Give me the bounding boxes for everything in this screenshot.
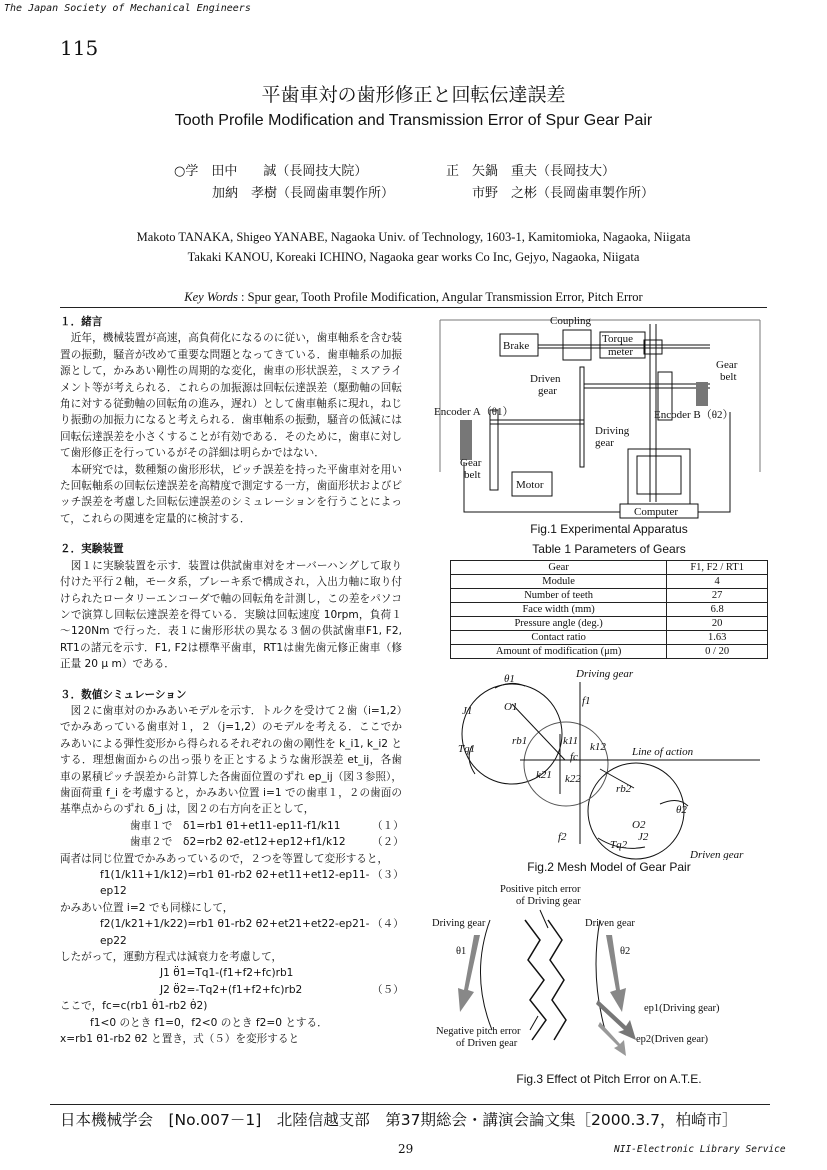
table1-caption: Table 1 Parameters of Gears [532,542,686,556]
equation-1 [60,818,402,834]
keywords-text: : Spur gear, Tooth Profile Modification, Angular Transmission Error, Pitch Error [237,290,643,304]
encoder-b-block [696,382,708,406]
label-k21: k21 [536,769,552,781]
fig1-apparatus-diagram [430,312,770,524]
label-positive-1: Positive pitch error [500,884,581,895]
fig3-caption: Fig.3 Effect ot Pitch Error on A.T.E. [516,1072,702,1086]
label-gear-belt-left-2: belt [464,469,481,481]
equation-3-body: f1(1/k11+1/k12)=rb1 θ1-rb2 θ2+et11+et12-ep11- ep12 [100,869,370,898]
table-cell: 6.8 [667,603,768,617]
label-f1: f1 [582,695,591,707]
fig3-pitch-error-diagram [430,880,770,1070]
table-row [451,617,768,631]
label-rb2: rb2 [616,783,632,795]
section-1-para-1: 近年，機械装置が高速，高負荷化になるのに従い，歯車軸系を含む装置の振動，騒音が改めて重要な問題となってきている．歯車軸系の加振源として，かみあい剛性の周期的な変化，歯車の形状誤差，ミスアライメント等が考えられる．これらの加振源は回転伝達誤差（駆動軸の回転角に対する従動軸の回転角の進み，遅れ）として歯車軸系に現れ，ねじり振動の加振力になると考えられる．歯車軸系の振動，騒音の低減には回転伝達誤差を小さくすることが有効である．そのために，歯車に対して歯形修正を行っているがその詳細は明らかではない． [60,332,402,460]
section-1-title: １．緒言 [60,316,103,328]
equation-4-number: （４） [372,918,404,931]
label-J1: J1 [462,705,473,717]
label-J2: J2 [638,831,649,843]
section-3-para-2: 両者は同じ位置でかみあっているので，２つを等置して変形すると， [60,852,389,865]
label-gear-belt-right-2: belt [720,371,737,383]
label-torque: Torque [602,333,633,345]
equation-2 [60,834,402,850]
label-theta2: θ2 [676,804,687,816]
label-Tq2: Tq2 [610,839,628,851]
section-3-para-3: かみあい位置 i=2 でも同様にして， [60,901,234,914]
label-driving-2: gear [595,437,614,449]
label-negative-2: of Driven gear [456,1038,518,1049]
table-cell: Face width (mm) [451,603,667,617]
driven-gear-arc [596,920,605,1030]
label-line-of-action: Line of action [632,746,694,758]
table-cell: 27 [667,589,768,603]
keywords-label: Key Words [184,290,238,304]
section-3-para-5: ここで，fc=c(rb1 θ̇1-rb2 θ̇2) [60,1000,208,1013]
nii-credit: NII-Electronic Library Service [614,1144,786,1155]
affiliation-line-1: Makoto TANAKA, Shigeo YANABE, Nagaoka Univ. of Technology, 1603-1, Kamitomioka, Nagaoka, Niigata [136,230,691,244]
label-driving-gear: Driving gear [576,668,634,680]
table-cell: 20 [667,617,768,631]
label-Tq1: Tq1 [458,743,476,755]
equation-4-body: f2(1/k21+1/k22)=rb1 θ1-rb2 θ2+et21+et22-ep21- ep22 [100,918,370,947]
label-gear-belt-left-1: Gear [460,457,482,469]
section-3-para-4: したがって，運動方程式は減衰力を考慮して， [60,951,283,964]
table-cell: Contact ratio [451,631,667,645]
table-cell: 4 [667,575,768,589]
label-coupling: Coupling [550,315,591,327]
label-driven-gear: Driven gear [690,849,744,860]
label-f2: f2 [558,831,567,843]
label-fig3-driving: Driving gear [432,918,486,929]
author-2: 正 矢鍋 重夫（長岡技大） [446,164,616,179]
table-row [451,575,768,589]
body-left-column [60,314,402,1047]
driving-gear-arc [480,920,492,1030]
society-header: The Japan Society of Mechanical Engineers [4,3,251,14]
equation-5b-body: J2 θ̈2=-Tq2+(f1+f2+fc)rb2 [160,983,303,996]
section-3-para-1: 図２に歯車対のかみあいモデルを示す．トルクを受けて２歯（i=1,2）でかみあっている歯車対１，２（j=1,2）のモデルを考える．ここでかみあいによる弾性変形から得られるそれぞれの歯の剛性を k_i1, k_i2 とする．理想歯面からの出っ張りを正とするような歯形誤差 et_ij，各歯車の累積ピッチ誤差から計算した各歯面位置のずれ ep_ij（図３参照），歯面荷重 f_i を考慮すると，かみあい位置 i=1 での歯車１，２の歯面の基準点からのずれ δ_j は，図２の右方向を正として， [60,704,402,816]
label-fig3-driven: Driven gear [585,918,635,929]
equation-5-number: （５） [372,983,404,996]
equation-5a [60,965,402,981]
paper-number: 115 [60,36,99,60]
fig2-mesh-model-diagram [450,664,770,860]
label-fig3-theta2: θ2 [620,946,631,957]
table-cell: Module [451,575,667,589]
label-driven-2: gear [538,385,557,397]
equation-3-number: （３） [372,869,404,881]
affiliation-line-2: Takaki KANOU, Koreaki ICHINO, Nagaoka gear works Co Inc, Gejyo, Nagaoka, Niigata [187,250,640,264]
keywords [0,290,827,305]
equation-5b [60,982,402,998]
label-O2: O2 [632,819,646,831]
label-computer: Computer [634,506,678,518]
label-ep1: ep1(Driving gear) [644,1003,720,1014]
section-3-para-7: x=rb1 θ1-rb2 θ2 と置き，式（５）を変形すると [60,1033,300,1046]
section-2-title: ２．実験装置 [60,543,124,556]
table-cell: 1.63 [667,631,768,645]
title-english: Tooth Profile Modification and Transmission Error of Spur Gear Pair [174,112,653,129]
title-japanese: 平歯車対の歯形修正と回転伝達誤差 [261,84,566,106]
footer-proceedings: 日本機械学会 [No.007－1] 北陸信越支部 第37期総会・講演会論文集［2000.3.7，柏崎市］ [60,1111,738,1129]
table-row [451,589,768,603]
section-3-para-6: f1<0 のとき f1=0，f2<0 のとき f2=0 とする． [90,1016,328,1029]
label-meter: meter [608,346,634,358]
author-3: 加納 孝樹（長岡歯車製作所） [212,186,395,201]
label-motor: Motor [516,479,544,491]
label-O1: O1 [504,701,518,713]
driven-gear-circle [588,763,684,859]
encoder-a-block [460,420,472,460]
equation-1-body: 歯車１で δ1=rb1 θ1+et11-ep11-f1/k11 [130,819,341,832]
label-theta1: θ1 [504,673,515,685]
table-cell: Number of teeth [451,589,667,603]
label-encoder-a: Encoder A（θ1） [434,406,514,418]
label-k12: k12 [590,741,606,753]
equation-2-body: 歯車２で δ2=rb2 θ2-et12+ep12+f1/k12 [130,836,346,849]
label-k22: k22 [565,773,581,785]
section-2-para: 図１に実験装置を示す．装置は供試歯車対をオーバーハングして取り付けた平行２軸，モータ系，ブレーキ系で構成され，入出力軸に取り付けられたロータリーエンコーダで軸の回転角を計測し，この差をパソコンで演算し回転伝達誤差を得ている．実験は回転速度 10rpm，負荷１～120Nm で行った．表１に歯形形状の異なる３個の供試歯車F1, F2, RT1の諸元を示す．F1, F2は標準平歯車，RT1は歯先歯元修正歯車（修正量 20 μ m）である． [60,559,402,671]
label-fc: fc [570,751,578,763]
section-1-para-2: 本研究では，数種類の歯形形状，ピッチ誤差を持った平歯車対を用いた回転軸系の回転伝達誤差を高精度で測定する一方，歯面形状およびピッチ誤差を考慮した回転伝達誤差のシミュレーションを行うことによって，これらの関連を定量的に検討する． [60,463,402,525]
label-k11: k11 [563,735,579,747]
table-header-cell: F1, F2 / RT1 [667,561,768,575]
label-driving-1: Driving [595,425,630,437]
equation-4 [60,916,402,949]
author-4: 市野 之彬（長岡歯車製作所） [472,186,655,201]
label-driven-1: Driven [530,373,561,385]
label-ep2: ep2(Driven gear) [636,1034,709,1045]
fig1-caption: Fig.1 Experimental Apparatus [530,522,688,536]
label-brake: Brake [503,340,530,352]
table-cell: Pressure angle (deg.) [451,617,667,631]
table-row [451,645,768,659]
gear-parameters-table [450,560,768,659]
section-3-title: ３．数値シミュレーション [60,688,187,701]
label-negative-1: Negative pitch error [436,1026,521,1037]
label-fig3-theta1: θ1 [456,946,467,957]
fig2-caption: Fig.2 Mesh Model of Gear Pair [527,860,691,874]
table-header-row [451,561,768,575]
table-row [451,603,768,617]
label-positive-2: of Driving gear [516,896,581,907]
equation-5a-body: J1 θ̈1=Tq1-(f1+f2+fc)rb1 [160,967,294,980]
equation-2-number: （２） [372,836,404,849]
label-encoder-b: Encoder B（θ2） [654,409,734,421]
table-header-cell: Gear [451,561,667,575]
table-row [451,631,768,645]
footer-page-number: 29 [398,1142,414,1156]
equation-1-number: （１） [372,819,404,832]
keywords-rule [60,307,767,308]
table-cell: 0 / 20 [667,645,768,659]
label-rb1: rb1 [512,735,528,747]
author-1: ○学 田中 誠（長岡技大院） [174,164,368,179]
equation-3 [60,867,402,900]
label-gear-belt-right-1: Gear [716,359,738,371]
table-cell: Amount of modification (μm) [451,645,667,659]
footer-rule [50,1104,770,1105]
